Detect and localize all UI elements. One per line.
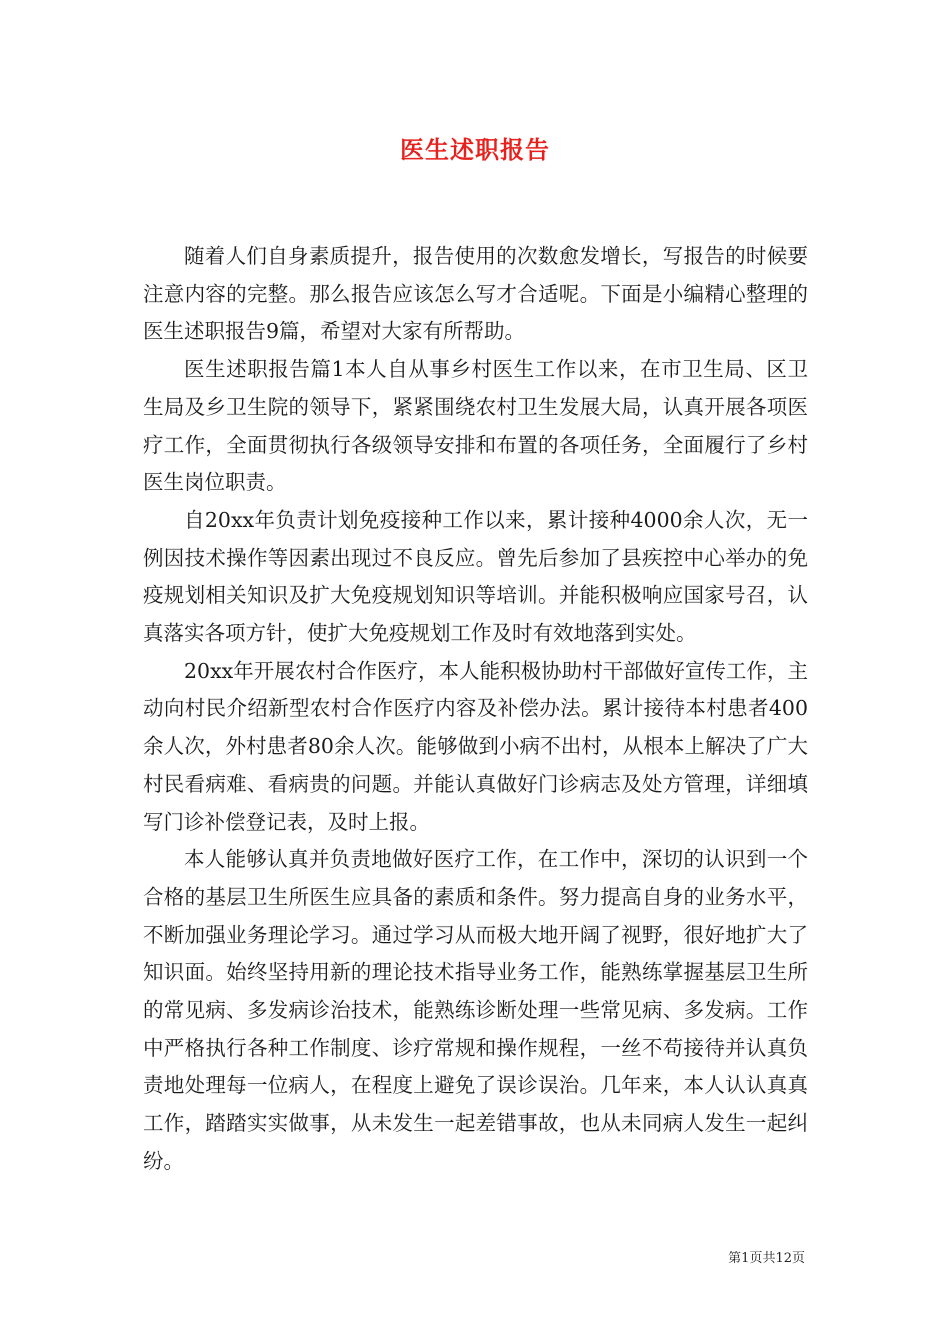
document-body: [143, 238, 808, 1181]
paragraph: 随着人们自身素质提升，报告使用的次数愈发增长，写报告的时候要注意内容的完整。那么报告应该怎么写才合适呢。下面是小编精心整理的医生述职报告9篇，希望对大家有所帮助。: [143, 244, 808, 344]
page-number-footer: 第1页共12页: [728, 1251, 805, 1266]
paragraph: 20xx年开展农村合作医疗，本人能积极协助村干部做好宣传工作，主动向村民介绍新型农村合作医疗内容及补偿办法。累计接待本村患者400余人次，外村患者80余人次。能够做到小病不出村，从根本上解决了广大村民看病难、看病贵的问题。并能认真做好门诊病志及处方管理，详细填写门诊补偿登记表，及时上报。: [143, 658, 808, 834]
paragraph: 自20xx年负责计划免疫接种工作以来，累计接种4000余人次，无一例因技术操作等因素出现过不良反应。曾先后参加了县疾控中心举办的免疫规划相关知识及扩大免疫规划知识等培训。并能积极响应国家号召，认真落实各项方针，使扩大免疫规划工作及时有效地落到实处。: [143, 507, 808, 646]
paragraph: 本人能够认真并负责地做好医疗工作，在工作中，深切的认识到一个合格的基层卫生所医生应具备的素质和条件。努力提高自身的业务水平，不断加强业务理论学习。通过学习从而极大地开阔了视野，很好地扩大了知识面。始终坚持用新的理论技术指导业务工作，能熟练掌握基层卫生所的常见病、多发病诊治技术，能熟练诊断处理一些常见病、多发病。工作中严格执行各种工作制度、诊疗常规和操作规程，一丝不苟接待并认真负责地处理每一位病人，在程度上避免了误诊误治。几年来，本人认认真真工作，踏踏实实做事，从未发生一起差错事故，也从未同病人发生一起纠纷。: [143, 847, 808, 1173]
document-title: 医生述职报告: [400, 135, 550, 164]
paragraph: 医生述职报告篇1本人自从事乡村医生工作以来，在市卫生局、区卫生局及乡卫生院的领导下，紧紧围绕农村卫生发展大局，认真开展各项医疗工作，全面贯彻执行各级领导安排和布置的各项任务，全面履行了乡村医生岗位职责。: [143, 357, 808, 495]
